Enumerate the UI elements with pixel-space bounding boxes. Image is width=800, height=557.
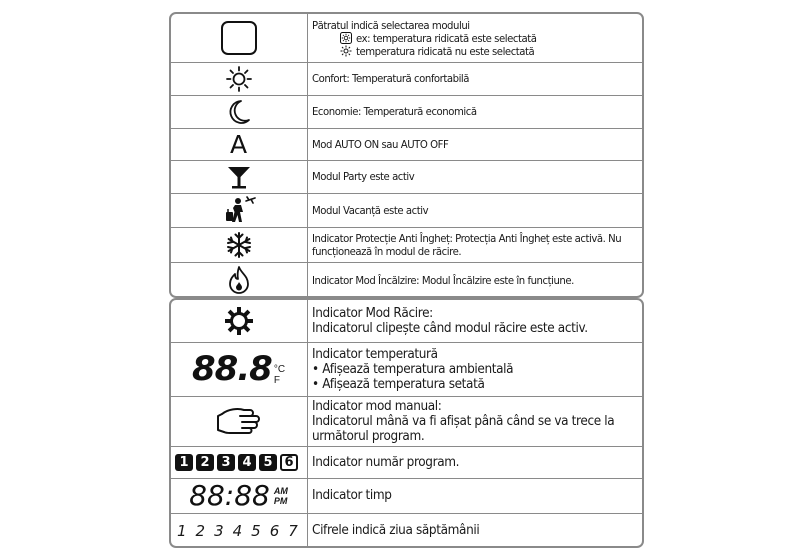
legend-row bbox=[171, 478, 642, 513]
unit-celsius: °C bbox=[273, 364, 286, 375]
clock-digits: 88:88 bbox=[189, 479, 270, 512]
clock-digits-icon bbox=[189, 479, 288, 512]
cooling-gear-icon bbox=[224, 306, 254, 336]
legend-row bbox=[171, 446, 642, 478]
row-text: • Afișează temperatura setată bbox=[312, 376, 485, 392]
legend-row bbox=[171, 227, 642, 262]
am-label: AM bbox=[273, 485, 288, 496]
sub-text: ex: temperatura ridicată este selectată bbox=[356, 31, 537, 45]
row-text: Indicator temperatură bbox=[312, 346, 438, 362]
row-text: Modul Party este activ bbox=[312, 170, 415, 183]
square-icon bbox=[220, 20, 258, 56]
legend-row bbox=[171, 513, 642, 548]
legend-row bbox=[171, 14, 642, 62]
row-text: Modul Vacanță este activ bbox=[312, 203, 429, 217]
row-text: funcționează în modul de răcire. bbox=[312, 244, 462, 258]
legend-row bbox=[171, 128, 642, 160]
row-text: Indicator număr program. bbox=[312, 454, 460, 470]
legend-row bbox=[171, 300, 642, 342]
program-badge: 2 bbox=[196, 454, 214, 471]
weekday-numbers-icon: 1234567 bbox=[177, 521, 307, 540]
legend-row bbox=[171, 95, 642, 128]
program-badge: 3 bbox=[217, 454, 235, 471]
pm-label: PM bbox=[273, 495, 288, 506]
program-numbers-icon bbox=[171, 446, 307, 478]
sun-icon bbox=[340, 45, 352, 57]
hand-icon bbox=[216, 406, 262, 436]
row-text: Indicator Mod Răcire: bbox=[312, 306, 433, 321]
row-text: Pătratul indică selectarea modului bbox=[312, 18, 470, 32]
row-text: • Afișează temperatura ambientală bbox=[312, 361, 514, 377]
legend-row bbox=[171, 262, 642, 298]
program-badge: 4 bbox=[238, 454, 256, 471]
temp-digits: 88.8 bbox=[191, 349, 272, 389]
row-text: Indicator Protecție Anti Îngheț: Protecția Anti Îngheț este activă. Nu bbox=[312, 231, 622, 245]
row-text: Indicatorul mână va fi afișat până când se va trece la bbox=[312, 413, 615, 429]
row-text: Indicator timp bbox=[312, 488, 392, 503]
moon-icon bbox=[227, 98, 251, 126]
boxed-sun-icon bbox=[340, 32, 352, 44]
row-text: Cifrele indică ziua săptămânii bbox=[312, 523, 480, 538]
legend-row bbox=[171, 62, 642, 95]
bottom-block bbox=[169, 298, 644, 548]
legend-row bbox=[171, 396, 642, 446]
traveler-plane-icon bbox=[222, 195, 256, 225]
row-text: Confort: Temperatură confortabilă bbox=[312, 72, 470, 85]
row-text: Indicator Mod Încălzire: Modul Încălzire este în funcțiune. bbox=[312, 273, 574, 287]
flame-icon bbox=[228, 265, 250, 295]
program-badge: 1 bbox=[175, 454, 193, 471]
legend-row bbox=[171, 193, 642, 227]
letter-a-icon: A bbox=[229, 129, 248, 159]
program-badge: 6 bbox=[280, 454, 298, 471]
sub-text: temperatura ridicată nu este selectată bbox=[356, 44, 535, 58]
legend-row bbox=[171, 160, 642, 193]
temperature-digits-icon bbox=[191, 349, 286, 389]
program-badge: 5 bbox=[259, 454, 277, 471]
row-text: Indicatorul clipește când modul răcire este activ. bbox=[312, 321, 588, 336]
sun-icon bbox=[225, 66, 253, 92]
unit-fahrenheit: F bbox=[273, 375, 280, 386]
top-block bbox=[169, 12, 644, 298]
row-text: următorul program. bbox=[312, 428, 425, 444]
row-text: Mod AUTO ON sau AUTO OFF bbox=[312, 137, 449, 151]
legend-row bbox=[171, 342, 642, 396]
snowflake-icon bbox=[225, 231, 253, 259]
row-text: Indicator mod manual: bbox=[312, 398, 442, 414]
row-text: Economie: Temperatură economică bbox=[312, 105, 477, 118]
cocktail-glass-icon bbox=[226, 164, 252, 190]
